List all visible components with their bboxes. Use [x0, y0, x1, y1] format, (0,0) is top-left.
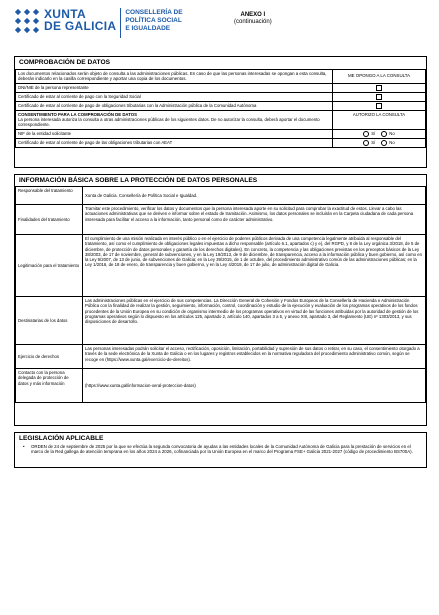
consent-0-si-label: Sí: [371, 130, 376, 136]
info-text-5[interactable]: (https://www.xunta.gal/informacion-xeral-proteccion-datos): [83, 369, 426, 403]
opongo-checkbox-1[interactable]: [376, 94, 382, 100]
page-header: [14, 8, 429, 48]
info-label-2: Legitimación para el tratamiento: [16, 235, 83, 297]
xunta-logo: [14, 8, 183, 46]
info-text-3: Las administraciones públicas en el ejercicio de sus competencias. La Dirección General de Cohesión y Fondos Europeos de la Consellería de Hacienda e Administración Pública con la finalidad de realizar la gestión, seguimiento, información, control, coordinación y estudio de la ejecución y evaluación de los programas operativos de los fondos procedentes de la Unión Europea en su condición de organismo intermedio de los programas operativos en virtud de las funciones atribuidas por la autoridad de gestión de los programas operativos según lo dispuesto en los artículos 125, apartado 2, artículo 140, apartados 3 a 5, y anexo XIII, apartado 3, del Reglamento (UE) nº 1303/2013, y sus disposiciones de desarrollo.: [83, 297, 426, 345]
comprobacion-intro: Los documentos relacionados serán objeto de consulta a las administraciones públicas. En caso de que las personas interesadas se opongan a esta consulta, deberán indicarlo en la casilla correspondiente y aportar una copia de los documentos.: [18, 71, 327, 82]
info-label-1: Finalidades del tratamiento: [16, 205, 83, 235]
consent-1-si-label: Sí: [371, 139, 376, 145]
comprobacion-row-2: Certificado de estar al corriente de pago de obligaciones tributarias con la Administración pública de la Comunidad Autónoma: [16, 101, 333, 110]
consent-row-0: NIF de la entidad solicitante: [16, 129, 333, 138]
consent-text: La persona interesada autoriza la consulta a otras administraciones públicas de los siguientes datos. De no autorizar la consulta, deberá aportar el documento correspondiente.: [18, 117, 320, 128]
info-text-4: Las personas interesadas podrán solicitar el acceso, rectificación, oposición, limitación, portabilidad y supresión de sus datos o retirar, en su caso, el consentimiento otorgado a través de la sede electrónica de la Xunta de Galicia o en los lugares y registros establecidos en la normativa reguladora del procedimiento administrativo común, según se recoge en (https://www.xunta.gal/exercicio-de-dereitos).: [83, 345, 426, 369]
logo-sub-3: E IGUALDADE: [125, 25, 171, 32]
comprobacion-row-1: Certificado de estar al corriente de pago con la Seguridad Social: [16, 92, 333, 101]
logo-sub-2: POLÍTICA SOCIAL: [125, 17, 182, 24]
logo-main-2: DE GALICIA: [44, 19, 117, 33]
consent-0-no-radio[interactable]: [381, 131, 387, 137]
comprobacion-title: COMPROBACIÓN DE DATOS: [19, 59, 110, 66]
info-label-5: Contacto con la persona delegada de protección de datos y más información: [16, 369, 83, 403]
consent-0-si-radio[interactable]: [363, 131, 369, 137]
consent-1-si-radio[interactable]: [363, 140, 369, 146]
info-text-2: El cumplimiento de una misión realizada en interés público o en el ejercicio de poderes públicos derivada de una competencia legalmente atribuida al responsable del tratamiento, así como el cumplimiento de obligaciones legales impuestas a dicho responsable (artículo 6.1, apartados c) y e), del RGPD, y 8 de la Ley orgánica 3/2018, de 5 de diciembre, de protección de datos personales y garantía de los derechos digitales). En concreto, la competencia y las obligaciones previstas en los preceptos básicos de la Ley 38/2003, de 17 de noviembre, general de subvenciones, y en la Ley 19/2013, de 9 de diciembre, de transparencia, acceso a la información pública y buen gobierno, así como en la Ley 9/2007, de 13 de junio, de subvenciones de Galicia; en la Ley 39/2015, de 1 de octubre, del procedimiento administrativo común de las administraciones públicas; en la Ley 1/2016, de 18 de enero, de transparencia y buen gobierno, y en la Ley 4/2019, de 17 de julio, de administración digital de Galicia.: [83, 235, 426, 297]
logo-sub-1: CONSELLERÍA DE: [125, 9, 183, 16]
info-section: [14, 174, 427, 426]
info-label-0: Responsable del tratamiento: [16, 187, 83, 205]
consent-1-no-radio[interactable]: [381, 140, 387, 146]
info-text-0: Xunta de Galicia. Consellería de Política Social e Igualdad.: [83, 187, 426, 205]
opongo-checkbox-0[interactable]: [376, 85, 382, 91]
consent-title: CONSENTIMIENTO PARA LA COMPROBACIÓN DE DATOS: [18, 111, 137, 117]
consent-row-1: Certificado de estar al corriente de pago de las obligaciones tributarias con AEAT: [16, 138, 333, 147]
comprobacion-row-0: DNI/NIE de la persona representante: [16, 83, 333, 92]
opongo-header: ME OPONGO A LA CONSULTA: [347, 73, 411, 78]
consent-0-no-label: No: [389, 130, 395, 136]
consent-1-no-label: No: [389, 139, 395, 145]
annex-subtitle: (continuación): [234, 19, 272, 25]
comprobacion-section: [14, 56, 427, 168]
legislacion-title: LEGISLACIÓN APLICABLE: [19, 435, 104, 442]
opongo-checkbox-2[interactable]: [376, 103, 382, 109]
logo-main-1: XUNTA: [44, 7, 86, 21]
annex-title: ANEXO I: [240, 12, 266, 18]
xunta-logo-icon: [14, 8, 40, 34]
autorizo-header: AUTORIZO LA CONSULTA: [352, 111, 406, 117]
info-title: INFORMACIÓN BÁSICA SOBRE LA PROTECCIÓN DE DATOS PERSONALES: [19, 177, 258, 184]
info-label-4: Ejercicio de derechos: [16, 345, 83, 369]
legislacion-section: [14, 432, 427, 468]
info-label-3: Destinatarias de los datos: [16, 297, 83, 345]
info-text-1: Tramitar este procedimiento, verificar los datos y documentos que la persona interesada aporte en su solicitud para comprobar la exactitud de estos. Llevar a cabo las actuaciones administrativas que se deriven e informar sobre el estado de tramitación. Asimismo, los datos personales se incluirán en la Carpeta ciudadana de cada persona interesada para facilitar el acceso a la información, tanto personal como de carácter administrativo.: [83, 205, 426, 235]
legislacion-item: ORDEN de 24 de septiembre de 2025 por la que se efectúa la segunda convocatoria de ayudas a las entidades locales de la Comunidad Autónoma de Galicia para la prestación de servicios en el marco de la Red gallega de atención temprana en los años 2024 a 2026, cofinanciada por la Unión Europea en el marco del Programa FSE+ Galicia 2021-2027 (código de procedimiento BS700A).: [31, 444, 413, 455]
bullet-icon: •: [23, 444, 25, 449]
